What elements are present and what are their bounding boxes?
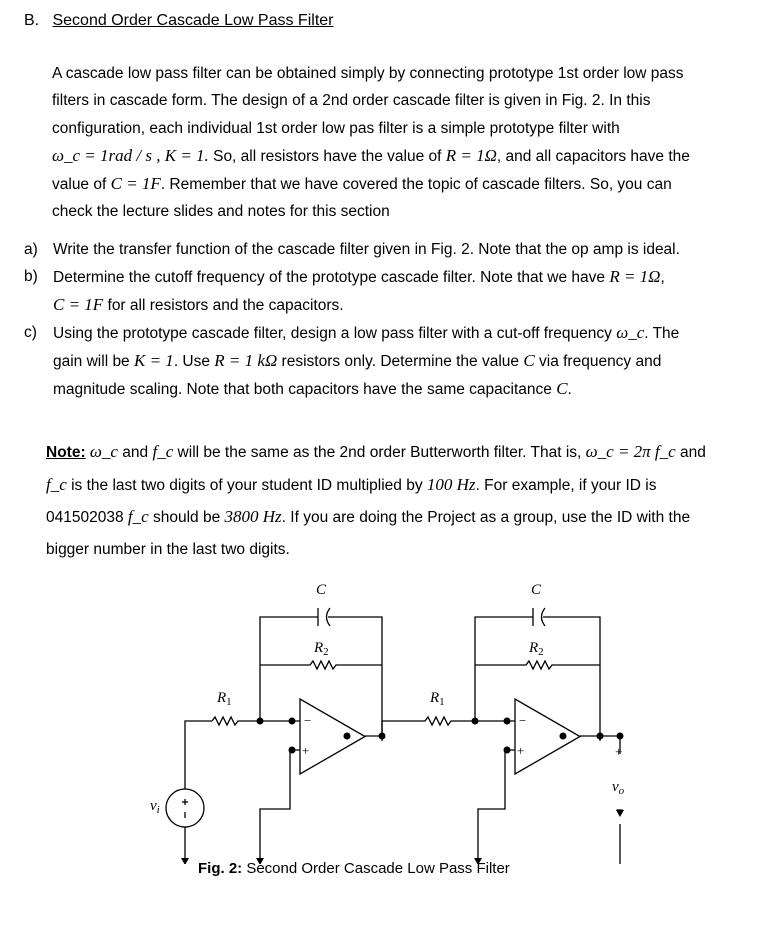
note-label: Note: xyxy=(46,444,86,461)
question-list xyxy=(24,236,754,403)
question-a xyxy=(24,236,754,263)
math-omega-eq: ω_c = 2π f_c xyxy=(585,442,676,461)
intro-line-2: filters in cascade form. The design of a 2nd order cascade filter is given in Fig. 2. In this xyxy=(52,92,651,110)
caption-label: Fig. 2: xyxy=(198,860,243,877)
math-k: K = 1 xyxy=(134,351,174,370)
q-text: . xyxy=(567,381,572,398)
question-label: a) xyxy=(24,241,38,258)
question-text xyxy=(53,263,754,291)
label-r2-1: $R_2$ xyxy=(314,640,329,658)
math-hz: 3800 Hz xyxy=(224,507,282,526)
q-text: magnitude scaling. Note that both capacitors have the same capacitance xyxy=(53,381,557,398)
note-text: 041502038 xyxy=(46,509,128,526)
math-r: R = 1Ω xyxy=(609,267,661,286)
question-text xyxy=(53,319,754,347)
math-c: C xyxy=(556,379,568,398)
junction-dots xyxy=(257,718,624,754)
math-hz: 100 Hz xyxy=(426,474,476,494)
label-vo-minus: − xyxy=(616,802,624,817)
intro-line-3: configuration, each individual 1st order low pas filter is a simple prototype filter with xyxy=(52,119,620,137)
resistor-r1-stage2 xyxy=(382,717,505,736)
caption-text: Second Order Cascade Low Pass Filter xyxy=(242,860,510,877)
intro-text: , and all capacitors have the xyxy=(496,147,690,165)
intro-line-4 xyxy=(52,142,752,170)
opamp2-minus: − xyxy=(519,713,527,728)
note-text: and xyxy=(117,444,153,461)
section-heading xyxy=(24,12,333,30)
ground-arrows xyxy=(181,810,624,864)
figure-caption xyxy=(198,860,510,877)
wire-input xyxy=(185,721,212,789)
q-text: . Use xyxy=(173,353,215,370)
q-text: gain will be xyxy=(53,353,134,370)
note-line-3 xyxy=(46,501,756,534)
question-label: b) xyxy=(24,268,38,285)
math-f: f_c xyxy=(152,442,174,461)
label-r1-2: $R_1$ xyxy=(430,690,445,708)
resistor-r2-stage1 xyxy=(260,661,382,669)
q-text: resistors only. Determine the value xyxy=(277,353,524,370)
note-text: . If you are doing the Project as a group, use the ID with the xyxy=(281,509,691,526)
label-vo: $v_o$ xyxy=(612,779,625,797)
math-c: C = 1F xyxy=(53,295,104,314)
math-omega: ω_c xyxy=(89,442,118,461)
q-text: for all resistors and the capacitors. xyxy=(103,297,344,314)
question-b xyxy=(24,263,754,319)
question-text xyxy=(53,347,754,375)
note-text: will be the same as the 2nd order Butterworth filter. That is, xyxy=(173,444,586,461)
note-line-4: bigger number in the last two digits. xyxy=(46,540,290,558)
opamp1-minus: − xyxy=(304,713,312,728)
q-text: via frequency and xyxy=(534,353,662,370)
math-c: C = 1F xyxy=(110,174,161,194)
intro-text: value of xyxy=(52,176,111,194)
note-block xyxy=(46,436,756,565)
intro-line-1: A cascade low pass filter can be obtained simply by connecting prototype 1st order low pass xyxy=(52,65,684,82)
math-f: f_c xyxy=(46,474,67,494)
note-text: should be xyxy=(148,509,225,526)
opamp2-plus: + xyxy=(517,743,525,758)
section-title: Second Order Cascade Low Pass Filter xyxy=(52,12,334,29)
question-c xyxy=(24,319,754,403)
q-text: Using the prototype cascade filter, design a low pass filter with a cut-off frequency xyxy=(53,325,617,342)
section-label: B. xyxy=(24,12,40,29)
intro-text: So, all resistors have the value of xyxy=(208,147,446,165)
q-text: , xyxy=(660,269,665,286)
note-line-2 xyxy=(46,469,756,502)
question-label: c) xyxy=(24,324,37,341)
math-omega: ω_c xyxy=(616,323,645,342)
question-text xyxy=(53,291,754,319)
resistor-r1-stage1 xyxy=(212,717,290,725)
q-text: . The xyxy=(644,325,680,342)
resistor-r2-stage2 xyxy=(475,661,600,669)
intro-text: . Remember that we have covered the topic of cascade filters. So, you can xyxy=(160,176,672,194)
wire-ground-2 xyxy=(478,750,505,864)
intro-line-6: check the lecture slides and notes for this section xyxy=(52,203,390,221)
question-text xyxy=(53,375,754,403)
opamp1-plus: + xyxy=(302,743,310,758)
note-text: and xyxy=(675,444,706,461)
intro-line-5 xyxy=(52,170,752,198)
label-r2-2: $R_2$ xyxy=(529,640,544,658)
opamp-1 xyxy=(290,699,382,774)
question-text: Write the transfer function of the cascade filter given in Fig. 2. Note that the op amp is ideal. xyxy=(53,241,680,258)
note-text: . For example, if your ID is xyxy=(475,476,657,494)
source-vi xyxy=(166,789,204,827)
wire-ground-1 xyxy=(260,750,290,864)
math-f: f_c xyxy=(127,507,149,526)
math-c: C xyxy=(523,351,535,370)
label-c1: C xyxy=(316,582,327,598)
note-line-1 xyxy=(46,436,756,469)
math-r: R = 1 kΩ xyxy=(214,351,278,370)
intro-paragraph xyxy=(52,60,752,226)
math-omega-k: ω_c = 1rad / s , K = 1. xyxy=(52,145,209,165)
label-vi: $v_i$ xyxy=(150,798,160,816)
label-r1-1: $R_1$ xyxy=(217,690,232,708)
q-text: Determine the cutoff frequency of the prototype cascade filter. Note that we have xyxy=(53,269,610,286)
circuit-diagram xyxy=(0,574,780,864)
math-r: R = 1Ω xyxy=(445,145,497,165)
note-text: is the last two digits of your student ID multiplied by xyxy=(66,476,427,494)
label-vo-plus: + xyxy=(615,744,623,759)
label-c2: C xyxy=(531,582,542,598)
